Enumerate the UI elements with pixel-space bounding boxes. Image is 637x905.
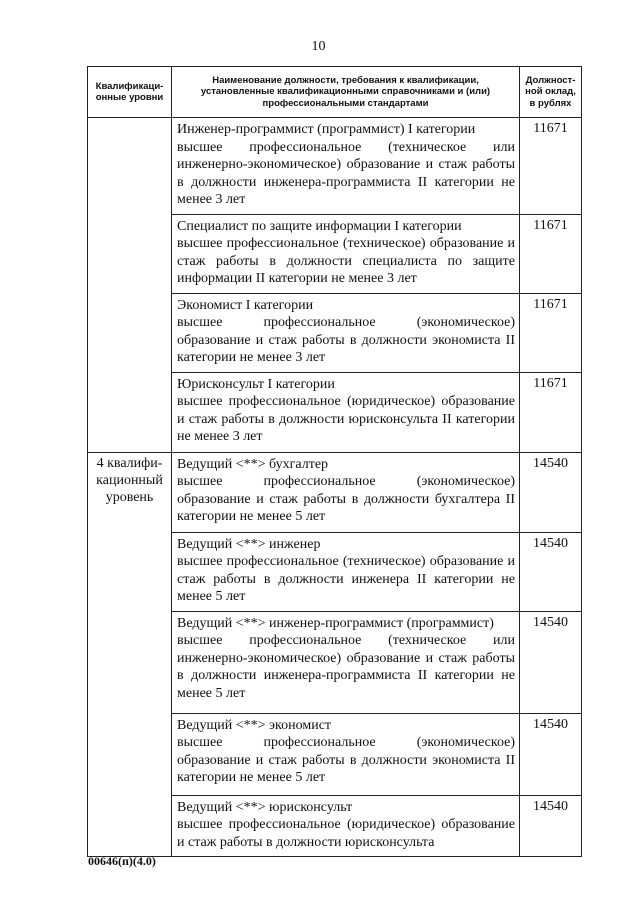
salary-cell: 11671	[520, 293, 582, 372]
header-description: Наименование должности, требования к квалификации, установленные квалификационными справочниками и (или) профессиональными стандартами	[172, 67, 520, 118]
position-requirement: высшее профессиональное (техническое или инженерно-экономическое) образование и стаж работы в должности инженера-программиста II категории не менее 3 лет	[177, 139, 515, 207]
description-cell	[172, 293, 520, 372]
description-cell	[172, 532, 520, 611]
qualification-table	[87, 66, 582, 857]
header-level: Квалификаци-онные уровни	[88, 67, 172, 118]
position-title: Ведущий <**> инженер	[177, 536, 321, 552]
position-requirement: высшее профессиональное (экономическое) образование и стаж работы в должности экономиста II категории не менее 3 лет	[177, 315, 515, 365]
description-cell	[172, 214, 520, 293]
position-requirement: высшее профессиональное (юридическое) образование и стаж работы в должности юрисконсульта	[177, 817, 515, 850]
position-requirement: высшее профессиональное (техническое) образование и стаж работы в должности инженера II категории не менее 5 лет	[177, 554, 515, 604]
level-cell	[88, 118, 172, 453]
salary-cell: 11671	[520, 118, 582, 215]
position-title: Специалист по защите информации I категории	[177, 218, 462, 234]
salary-cell: 14540	[520, 611, 582, 713]
description-cell	[172, 611, 520, 713]
position-title: Ведущий <**> инженер-программист (программист)	[177, 615, 494, 631]
description-cell	[172, 713, 520, 795]
salary-cell: 11671	[520, 214, 582, 293]
level-cell: 4 квалифи-кационный уровень	[88, 452, 172, 857]
position-requirement: высшее профессиональное (экономическое) образование и стаж работы в должности экономиста II категории не менее 5 лет	[177, 735, 515, 785]
position-requirement: высшее профессиональное (техническое или инженерно-экономическое) образование и стаж работы в должности инженера-программиста II категории не менее 5 лет	[177, 633, 515, 701]
table-row	[88, 118, 582, 215]
position-title: Ведущий <**> юрисконсульт	[177, 799, 353, 815]
header-salary: Должност-ной оклад, в рублях	[520, 67, 582, 118]
table-header-row	[88, 67, 582, 118]
salary-cell: 11671	[520, 372, 582, 452]
salary-cell: 14540	[520, 452, 582, 532]
position-requirement: высшее профессиональное (экономическое) образование и стаж работы в должности бухгалтера II категории не менее 5 лет	[177, 474, 515, 524]
position-title: Экономист I категории	[177, 297, 314, 313]
position-requirement: высшее профессиональное (юридическое) образование и стаж работы в должности юрисконсульта II категории не менее 3 лет	[177, 394, 515, 444]
page-number: 10	[311, 39, 326, 54]
salary-cell: 14540	[520, 713, 582, 795]
position-requirement: высшее профессиональное (техническое) образование и стаж работы в должности специалиста по защите информации II категории не менее 3 лет	[177, 236, 515, 286]
position-title: Инженер-программист (программист) I категории	[177, 122, 476, 137]
table-row	[88, 452, 582, 532]
position-title: Ведущий <**> бухгалтер	[177, 456, 329, 472]
document-code: 00646(п)(4.0)	[88, 854, 156, 868]
description-cell	[172, 795, 520, 857]
salary-cell: 14540	[520, 795, 582, 857]
salary-cell: 14540	[520, 532, 582, 611]
position-title: Ведущий <**> экономист	[177, 717, 332, 733]
description-cell	[172, 118, 520, 215]
description-cell	[172, 372, 520, 452]
position-title: Юрисконсульт I категории	[177, 376, 335, 392]
description-cell	[172, 452, 520, 532]
